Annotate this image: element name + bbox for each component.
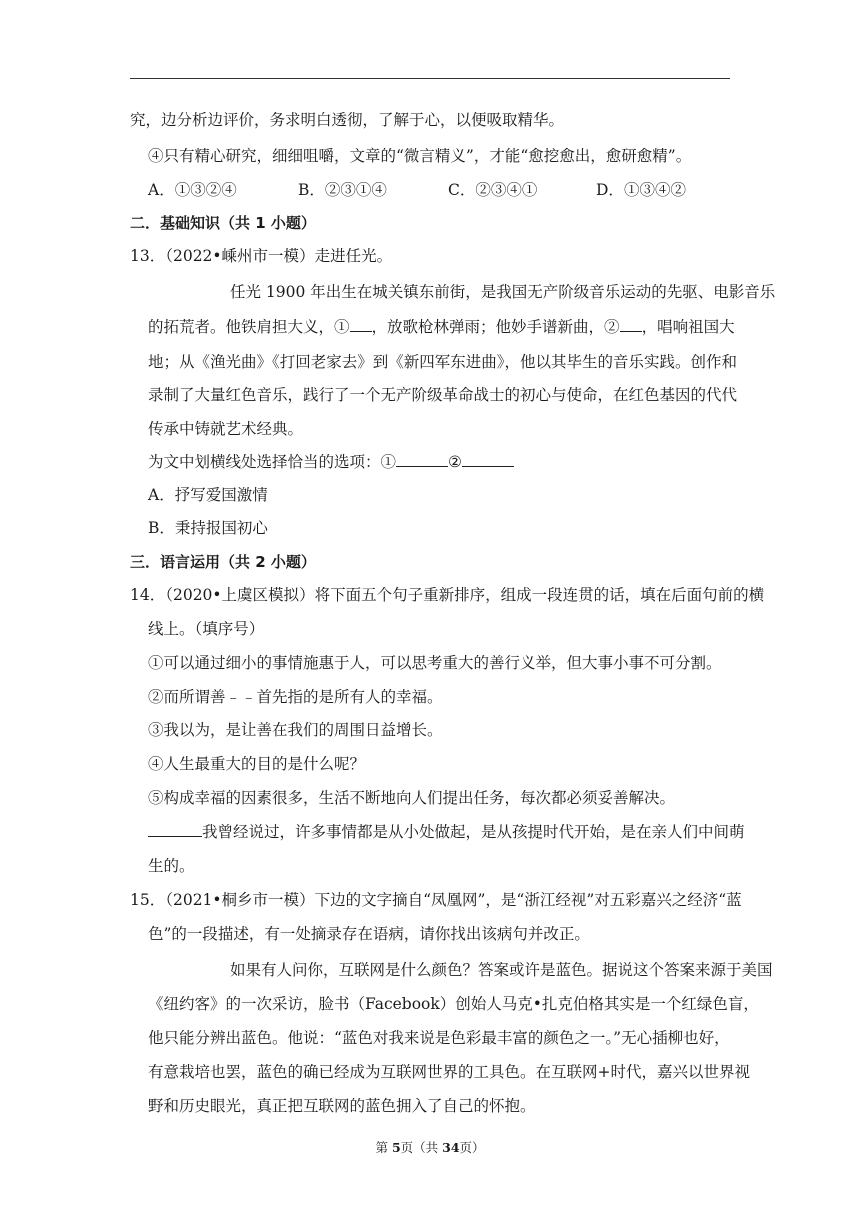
q12-option-d: D．①③④② xyxy=(596,181,686,199)
section-2-title: 二．基础知识（共 1 小题） xyxy=(130,214,316,232)
q14-line-2: 线上。（填序号） xyxy=(148,620,265,638)
header-rule xyxy=(130,78,730,79)
q14-sentence-2: ②而所谓善﹣﹣首先指的是所有人的幸福。 xyxy=(148,688,443,706)
q14-sentence-3: ③我以为，是让善在我们的周围日益增长。 xyxy=(148,721,443,739)
q15-line-2: 色”的一段描述，有一处摘录存在语病，请你找出该病句并改正。 xyxy=(148,925,590,943)
q13-passage-line-2: 的拓荒者。他铁肩担大义，① ，放歌枪林弹雨；他妙手谱新曲，② ，唱响祖国大 xyxy=(148,318,735,336)
q13-passage-line-4: 录制了大量红色音乐，践行了一个无产阶级革命战士的初心与使命，在红色基因的代代 xyxy=(148,386,738,404)
q15-passage-line-1: 如果有人问你，互联网是什么颜色？答案或许是蓝色。据说这个答案来源于美国 xyxy=(230,961,773,979)
q14-tail-line-1: 我曾经说过，许多事情都是从小处做起，是从孩提时代开始，是在亲人们中间萌 xyxy=(148,822,745,842)
continuation-line-2: ④只有精心研究，细细咀嚼，文章的“微言精义”，才能“愈挖愈出，愈研愈精”。 xyxy=(148,147,692,165)
q15-passage-line-3: 他只能分辨出蓝色。他说：“蓝色对我来说是色彩最丰富的颜色之一。”无心插柳也好， xyxy=(148,1029,730,1047)
q14-sentence-5: ⑤构成幸福的因素很多，生活不断地向人们提出任务，每次都必须妥善解决。 xyxy=(148,789,676,807)
section-3-title: 三．语言运用（共 2 小题） xyxy=(130,553,316,571)
q13-prompt: 为文中划横线处选择恰当的选项：① ② xyxy=(148,452,514,472)
q13-header: 13．（2022•嵊州市一模）走进任光。 xyxy=(130,247,393,265)
page-footer: 第 5页（共 34页） xyxy=(375,1140,485,1155)
q12-option-a: A．①③②④ xyxy=(148,181,237,199)
q14-tail-line-2: 生的。 xyxy=(148,857,195,875)
q15-passage-line-4: 有意栽培也罢，蓝色的确已经成为互联网世界的工具色。在互联网+时代，嘉兴以世界视 xyxy=(148,1063,750,1081)
q13-option-b: B．秉持报国初心 xyxy=(148,519,268,537)
q14-sentence-1: ①可以通过细小的事情施惠于人，可以思考重大的善行义举，但大事小事不可分割。 xyxy=(148,654,722,672)
q15-line-1: 15．（2021•桐乡市一模）下边的文字摘自“凤凰网”，是“浙江经视”对五彩嘉兴之经济“蓝 xyxy=(130,891,742,909)
q13-passage-line-5: 传承中铸就艺术经典。 xyxy=(148,420,304,438)
q14-line-1: 14．（2020•上虞区模拟）将下面五个句子重新排序，组成一段连贯的话，填在后面句前的横 xyxy=(130,586,765,604)
q15-passage-line-2: 《纽约客》的一次采访，脸书（Facebook）创始人马克•扎克伯格其实是一个红绿色盲， xyxy=(148,995,759,1013)
continuation-line-1: 究，边分析边评价，务求明白透彻，了解于心，以便吸取精华。 xyxy=(130,111,565,129)
q14-sentence-4: ④人生最重大的目的是什么呢？ xyxy=(148,755,366,773)
q12-option-b: B．②③①④ xyxy=(298,181,387,199)
q15-passage-line-5: 野和历史眼光，真正把互联网的蓝色拥入了自己的怀抱。 xyxy=(148,1097,536,1115)
q13-passage-line-3: 地；从《渔光曲》《打回老家去》到《新四军东进曲》，他以其毕生的音乐实践。创作和 xyxy=(148,353,738,371)
q13-option-a: A．抒写爱国激情 xyxy=(148,486,268,504)
q12-option-c: C．②③④① xyxy=(448,181,538,199)
q13-passage-line-1: 任光 1900 年出生在城关镇东前街，是我国无产阶级音乐运动的先驱、电影音乐 xyxy=(230,283,776,301)
